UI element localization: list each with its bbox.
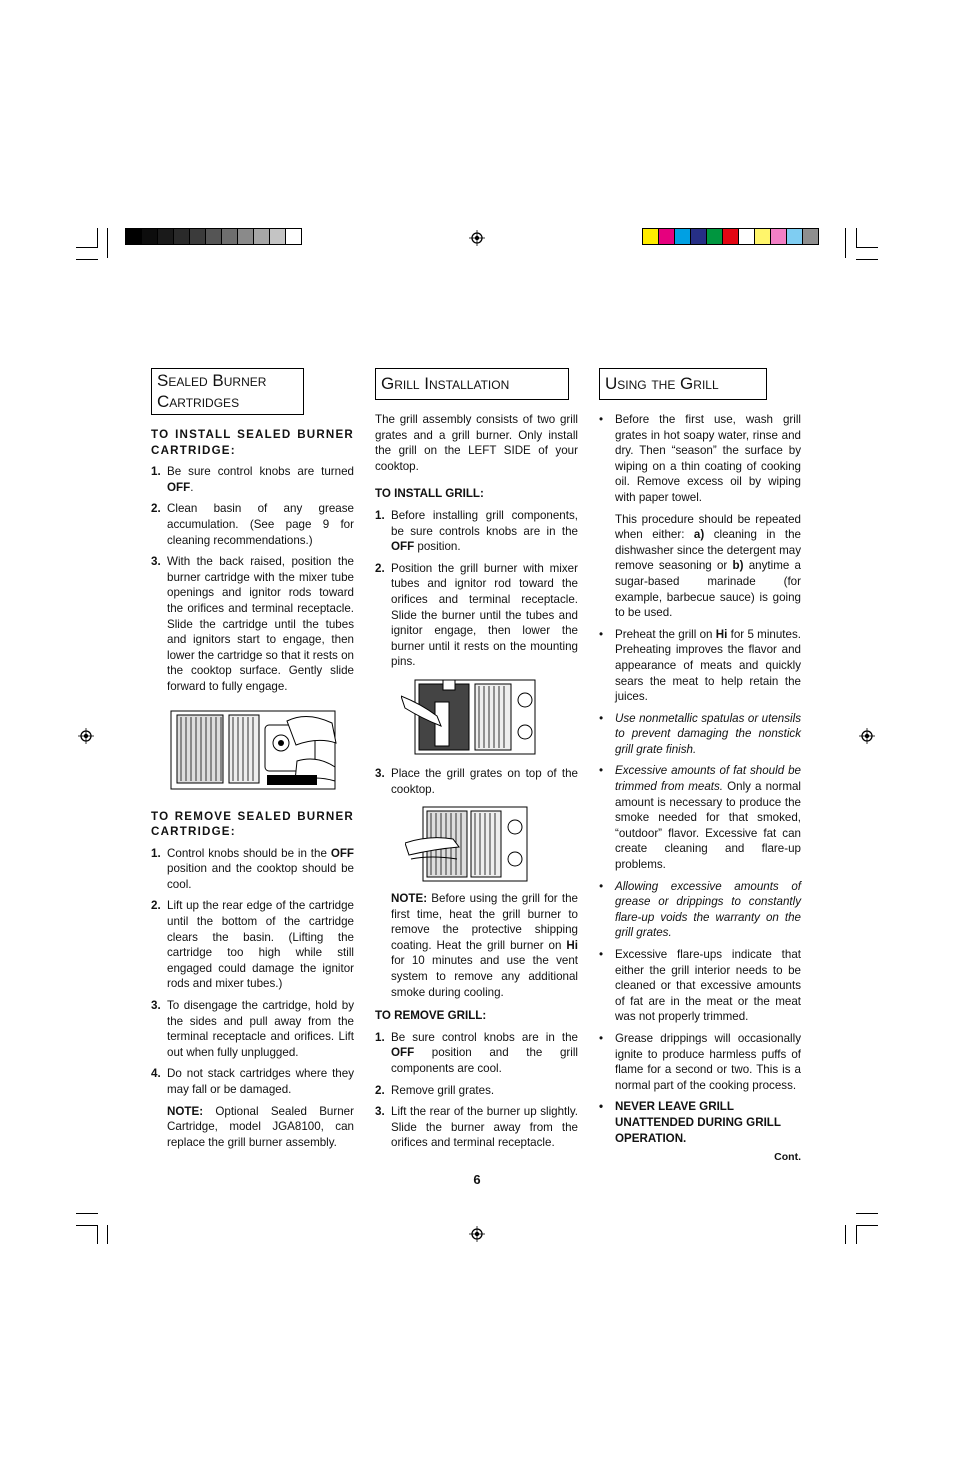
grill-tips-list [599, 412, 801, 1146]
calibration-swatch [739, 229, 755, 244]
list-item: 2. Remove grill grates. [375, 1083, 495, 1097]
list-item: 1. Before installing grill components, be sure controls knobs are in the OFF position. [375, 508, 578, 554]
step-number: 3. [151, 999, 161, 1013]
list-item: 1. Control knobs should be in the OFF position and the cooktop should be cool. [151, 846, 354, 891]
list-item: 2. Lift up the rear edge of the cartridge until the bottom of the cartridge clears the basin. (Lifting the cartridge too high while still engaged could damage the ignitor rods and mixer tubes.) [151, 899, 354, 991]
grayscale-calibration-bar [125, 228, 302, 245]
list-item: 3. With the back raised, position the burner cartridge with the mixer tube openings and ignitor rods toward the orifices and terminal receptacle. Slide the cartridge until the tubes and ignitors start to engage, then lower the cartridge so that it rests on the cooktop surface. Gently slide forward to fully engage. [151, 555, 354, 693]
step-number: 2. [151, 502, 161, 516]
subheading-install-cartridge: TO INSTALL SEALED BURNER CARTRIDGE: [151, 428, 354, 457]
burner-cartridge-illustration [167, 703, 339, 793]
step-number: 3. [375, 766, 385, 780]
list-item: • Grease drippings will occasionally ignite to produce harmless puffs of flame for a second or two. This is a normal part of the cooking process. [599, 1031, 801, 1092]
calibration-swatch [643, 229, 659, 244]
step-number: 2. [151, 899, 161, 913]
list-item: 3. Lift the rear of the burner up slightly. Slide the burner away from the orifices and terminal receptacle. [375, 1105, 578, 1150]
crop-mark [856, 247, 878, 248]
crop-mark [76, 1225, 98, 1226]
grill-burner-illustration [401, 678, 537, 758]
calibration-swatch [206, 229, 222, 244]
heading-line: Cartridges [157, 392, 240, 411]
step-number: 3. [375, 1105, 385, 1119]
crop-mark [107, 1225, 108, 1244]
step-number: 1. [375, 1030, 385, 1044]
crop-mark [856, 259, 878, 260]
install-grill-steps-continued [375, 766, 578, 797]
note-paragraph: NOTE: Before using the grill for the first time, heat the grill burner to remove the protective shipping coating. Heat the grill burner on Hi for 10 minutes and use the vent system to remove any additional smoke during cooling. [391, 892, 578, 999]
list-item: • NEVER LEAVE GRILL UNATTENDED DURING GRILL OPERATION. [599, 1100, 781, 1145]
install-cartridge-steps [151, 464, 354, 694]
list-item: • Excessive amounts of fat should be trimmed from meats. Only a normal amount is necessary to produce the smoke needed for that smoked, “outdoor” flavor. Excessive fat can create cleaning and flare-up problems. [599, 764, 802, 872]
crop-mark [845, 1225, 846, 1244]
calibration-swatch [723, 229, 739, 244]
list-item: 3. Place the grill grates on top of the cooktop. [375, 766, 578, 796]
list-item: 2. Clean basin of any grease accumulation. (See page 9 for cleaning recommendations.) [151, 502, 354, 547]
list-item: • Preheat the grill on Hi for 5 minutes. Preheating improves the flavor and appearance of meats and quickly sears the meat to help retain the juices. [599, 627, 801, 704]
calibration-swatch [771, 229, 787, 244]
intro-paragraph: The grill assembly consists of two grill grates and a grill burner. Only install the grill on the LEFT SIDE of your cooktop. [375, 413, 578, 473]
step-number: 1. [375, 508, 385, 522]
calibration-swatch [803, 229, 818, 244]
list-item: • Use nonmetallic spatulas or utensils to prevent damaging the nonstick grill grate finish. [599, 711, 801, 756]
calibration-swatch [238, 229, 254, 244]
calibration-swatch [659, 229, 675, 244]
subheading-remove-cartridge: TO REMOVE SEALED BURNER CARTRIDGE: [151, 809, 354, 839]
calibration-swatch [270, 229, 286, 244]
list-item: 3. To disengage the cartridge, hold by the sides and pull away from the terminal receptacle and orifices. Lift out when fully unplugged. [151, 999, 354, 1059]
list-item-continuation: This procedure should be repeated when either: a) cleaning in the dishwasher since the detergent may remove seasoning or b) anytime a sugar-based marinade (for example, barbecue sauce) is going to be used. [615, 512, 801, 620]
list-item: • Allowing excessive amounts of grease or drippings to constantly flare-up voids the warranty on the grill grates. [599, 879, 801, 940]
calibration-swatch [787, 229, 803, 244]
crop-mark [845, 228, 846, 258]
crop-mark [856, 1213, 878, 1214]
calibration-swatch [675, 229, 691, 244]
crop-mark [856, 1225, 878, 1226]
color-calibration-bar [642, 228, 819, 245]
crop-mark [76, 259, 98, 260]
crop-mark [856, 228, 857, 247]
crop-mark [76, 247, 98, 248]
calibration-swatch [286, 229, 301, 244]
calibration-swatch [707, 229, 723, 244]
column-using-grill [599, 368, 801, 1166]
calibration-swatch [254, 229, 270, 244]
note-paragraph: NOTE: Optional Sealed Burner Cartridge, model JGA8100, can replace the grill burner assembly. [167, 1104, 354, 1149]
calibration-swatch [222, 229, 238, 244]
section-heading-using-grill: Using the Grill [599, 368, 767, 400]
list-item: • Excessive flare-ups indicate that either the grill interior needs to be cleaned or that excessive amounts of fat are in the meat or the meat was not properly trimmed. [599, 948, 801, 1024]
crop-mark [107, 228, 108, 258]
list-item: 1. Be sure control knobs are in the OFF position and the grill components are cool. [375, 1030, 578, 1076]
calibration-swatch [190, 229, 206, 244]
calibration-swatch [142, 229, 158, 244]
step-number: 2. [375, 561, 385, 575]
install-grill-steps [375, 508, 578, 670]
step-number: 1. [151, 465, 161, 479]
section-heading-sealed-burner [151, 368, 304, 415]
step-number: 4. [151, 1067, 161, 1081]
column-grill-installation [375, 368, 578, 1157]
remove-grill-steps [375, 1030, 578, 1151]
crop-mark [856, 1225, 857, 1244]
step-number: 1. [151, 846, 161, 860]
list-item: 2. Position the grill burner with mixer tubes and ignitor rod toward the orifices and terminal receptacle. Slide the burner until the tubes and ignitor engage, then lower the burner until it rests on the mounting pins. [375, 561, 578, 669]
subheading-remove-grill: TO REMOVE GRILL: [375, 1009, 487, 1023]
remove-cartridge-steps [151, 846, 354, 1098]
crop-mark [97, 228, 98, 247]
column-sealed-burner [151, 368, 354, 1150]
step-number: 3. [151, 555, 161, 569]
crop-mark [97, 1225, 98, 1244]
page-number: 6 [473, 1172, 481, 1187]
continued-label: Cont. [774, 1151, 801, 1164]
subheading-install-grill: TO INSTALL GRILL: [375, 487, 484, 501]
registration-target-icon [78, 728, 94, 744]
registration-target-icon [469, 1226, 485, 1242]
list-item: 1. Be sure control knobs are turned OFF. [151, 465, 354, 494]
calibration-swatch [126, 229, 142, 244]
registration-target-icon [469, 230, 485, 246]
step-number: 2. [375, 1083, 385, 1097]
calibration-swatch [174, 229, 190, 244]
section-heading-grill-installation: Grill Installation [375, 368, 569, 400]
list-item: • Before the first use, wash grill grates in hot soapy water, rinse and dry. Then “season” the surface by wiping on a thin coating of cooking oil. Remove excess oil by wiping with paper towel. This procedure should be repeated when either: a) cleaning in the dishwasher since the detergent may remove seasoning or b) anytime a sugar-based marinade (for example, barbecue sauce) is going to be used. [599, 413, 801, 620]
calibration-swatch [158, 229, 174, 244]
list-item: 4. Do not stack cartridges where they may fall or be damaged. [151, 1067, 354, 1096]
calibration-swatch [691, 229, 707, 244]
registration-target-icon [859, 728, 875, 744]
calibration-swatch [755, 229, 771, 244]
crop-mark [76, 1213, 98, 1214]
heading-line: Sealed Burner [157, 371, 267, 390]
grill-grates-illustration [405, 805, 529, 883]
